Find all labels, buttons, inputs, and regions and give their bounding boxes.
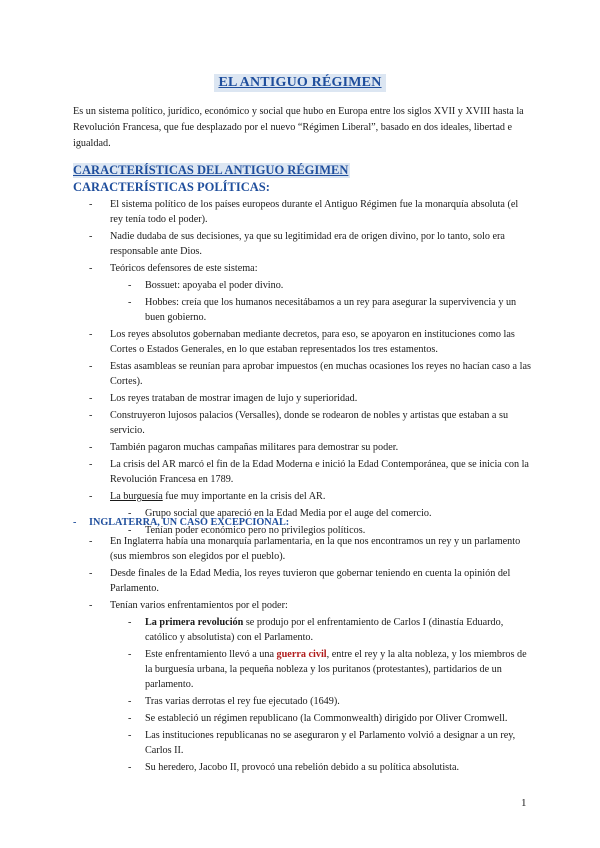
item-text: También pagaron muchas campañas militares para demostrar su poder.	[110, 442, 399, 453]
sub-list-item: - Tras varias derrotas el rey fue ejecutado (1649).	[128, 696, 340, 707]
list-item: - El sistema político de los países europeos durante el Antiguo Régimen fue la monarquía absoluta (el rey tenía todo el poder).	[89, 199, 519, 225]
section-heading: CARACTERÍSTICAS DEL ANTIGUO RÉGIMEN	[73, 163, 349, 177]
highlighted-term: guerra civil	[276, 649, 327, 660]
item-text: fue muy importante en la crisis del AR.	[162, 491, 326, 502]
england-heading-text: INGLATERRA, UN CASO EXCEPCIONAL:	[89, 517, 290, 528]
sub-list-item: - Tenían poder económico pero no privilegios políticos.	[128, 525, 366, 536]
bold-term: La primera revolución	[145, 617, 244, 628]
item-text: Teóricos defensores de este sistema:	[110, 263, 258, 274]
item-text: Los reyes trataban de mostrar imagen de lujo y superioridad.	[110, 393, 358, 404]
sub-list-item: - Se estableció un régimen republicano (la Commonwealth) dirigido por Oliver Cromwell.	[128, 713, 508, 724]
sub-list-item: - Su heredero, Jacobo II, provocó una rebelión debido a su política absolutista.	[128, 762, 460, 773]
intro-paragraph: Es un sistema político, jurídico, económico y social que hubo en Europa entre los siglos XVII y XVIII hasta la Revolución Francesa, que fue desplazado por el nuevo “Régimen Liberal”, basado en dos ideales, libertad e igualdad.	[73, 106, 524, 149]
item-text: Hobbes: creía que los humanos necesitábamos a un rey para asegurar la supervivencia y un buen gobierno.	[145, 297, 517, 323]
item-text: Los reyes absolutos gobernaban mediante decretos, para eso, se apoyaron en instituciones como las Cortes o Estados Generales, en lo que estaban representados los tres estamentos.	[110, 329, 515, 355]
item-text: Desde finales de la Edad Media, los reyes tuvieron que gobernar teniendo en cuenta la opinión del Parlamento.	[110, 568, 511, 594]
list-item: - Desde finales de la Edad Media, los reyes tuvieron que gobernar teniendo en cuenta la opinión del Parlamento.	[89, 568, 511, 594]
list-item: - En Inglaterra había una monarquía parlamentaria, en la que nos encontramos un rey y un parlamento (sus miembros son elegidos por el pueblo).	[89, 536, 521, 562]
list-item: - Construyeron lujosos palacios (Versalles), donde se rodearon de nobles y artistas que estaban a su servicio.	[89, 410, 509, 436]
item-text: La crisis del AR marcó el fin de la Edad Moderna e inició la Edad Contemporánea, que se inicia con la Revolución Francesa en 1789.	[110, 459, 529, 485]
item-text: Nadie dudaba de sus decisiones, ya que su legitimidad era de origen divino, por lo tanto, solo era responsable ante Dios.	[110, 231, 505, 257]
item-text: Estas asambleas se reunían para aprobar impuestos (en muchas ocasiones los reyes no hacían caso a las Cortes).	[110, 361, 531, 387]
page-title: EL ANTIGUO RÉGIMEN	[214, 74, 385, 92]
item-text: Tras varias derrotas el rey fue ejecutado (1649).	[145, 696, 340, 707]
list-item: - La burguesía fue muy importante en la crisis del AR.	[89, 491, 326, 502]
item-text: Este enfrentamiento llevó a una	[145, 649, 277, 660]
list-item: - Tenían varios enfrentamientos por el poder:	[89, 600, 288, 611]
list-item: - Estas asambleas se reunían para aprobar impuestos (en muchas ocasiones los reyes no hacían caso a las Cortes).	[89, 361, 531, 387]
sub-list-item: - La primera revolución se produjo por el enfrentamiento de Carlos I (dinastía Eduardo, católico y absolutista) con el Parlamento.	[128, 617, 504, 643]
list-item: - Teóricos defensores de este sistema:	[89, 263, 258, 274]
page-number: 1	[521, 797, 527, 809]
item-text: Tenían varios enfrentamientos por el poder:	[110, 600, 288, 611]
item-text: , entre el rey y la alta nobleza, y los miembros de la burguesía urbana, la pequeña nobleza y los puritanos (protestantes), partidarios de un parlamento.	[145, 649, 527, 690]
item-text: Se estableció un régimen republicano (la Commonwealth) dirigido por Oliver Cromwell.	[145, 713, 508, 724]
item-text: Bossuet: apoyaba el poder divino.	[145, 280, 284, 291]
item-text: Tenían poder económico pero no privilegios políticos.	[145, 525, 366, 536]
item-text: Las instituciones republicanas no se aseguraron y el Parlamento volvió a designar a un rey, Carlos II.	[145, 730, 516, 756]
underlined-term: La burguesía	[110, 491, 163, 502]
list-item: - Nadie dudaba de sus decisiones, ya que su legitimidad era de origen divino, por lo tanto, solo era responsable ante Dios.	[89, 231, 505, 257]
political-list	[73, 197, 533, 540]
sub-list-item: - Las instituciones republicanas no se aseguraron y el Parlamento volvió a designar a un rey, Carlos II.	[128, 730, 516, 756]
item-text: se produjo por el enfrentamiento de Carlos I (dinastía Eduardo, católico y absolutista) con el Parlamento.	[145, 617, 504, 643]
item-text: Construyeron lujosos palacios (Versalles), donde se rodearon de nobles y artistas que estaban a su servicio.	[110, 410, 509, 436]
item-text: Su heredero, Jacobo II, provocó una rebelión debido a su política absolutista.	[145, 762, 460, 773]
sub-list-item: - Bossuet: apoyaba el poder divino.	[128, 280, 284, 291]
sub-list-item: - Este enfrentamiento llevó a una guerra civil, entre el rey y la alta nobleza, y los miembros de la burguesía urbana, la pequeña nobleza y los puritanos (protestantes), partidarios de un parlamento.	[128, 649, 527, 690]
title-container	[0, 73, 600, 92]
item-text: En Inglaterra había una monarquía parlamentaria, en la que nos encontramos un rey y un parlamento (sus miembros son elegidos por el pueblo).	[110, 536, 521, 562]
england-list	[73, 534, 533, 777]
list-item: - Los reyes trataban de mostrar imagen de lujo y superioridad.	[89, 393, 358, 404]
sub-list-item: - Hobbes: creía que los humanos necesitábamos a un rey para asegurar la supervivencia y un buen gobierno.	[128, 297, 517, 323]
england-heading: - INGLATERRA, UN CASO EXCEPCIONAL:	[73, 517, 290, 528]
list-item: - Los reyes absolutos gobernaban mediante decretos, para eso, se apoyaron en instituciones como las Cortes o Estados Generales, en lo que estaban representados los tres estamentos.	[89, 329, 515, 355]
item-text: Grupo social que apareció en la Edad Media por el auge del comercio.	[145, 508, 432, 519]
list-item: - La crisis del AR marcó el fin de la Edad Moderna e inició la Edad Contemporánea, que se inicia con la Revolución Francesa en 1789.	[89, 459, 529, 485]
item-text: El sistema político de los países europeos durante el Antiguo Régimen fue la monarquía absoluta (el rey tenía todo el poder).	[110, 199, 519, 225]
subsection-heading: CARACTERÍSTICAS POLÍTICAS:	[73, 180, 270, 194]
list-item: - También pagaron muchas campañas militares para demostrar su poder.	[89, 442, 399, 453]
sub-list-item: - Grupo social que apareció en la Edad Media por el auge del comercio.	[128, 508, 432, 519]
